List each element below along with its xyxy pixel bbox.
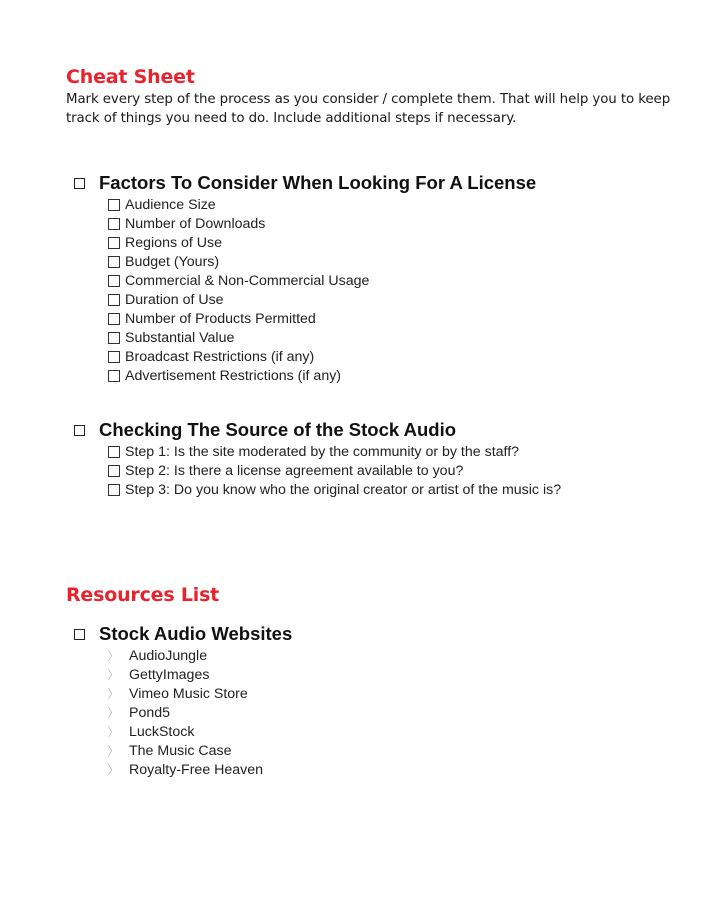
chevron-right-icon: 〉	[108, 725, 117, 739]
factors-checklist	[108, 195, 369, 385]
resource-item	[108, 703, 263, 722]
item-label: Advertisement Restrictions (if any)	[125, 367, 342, 384]
chevron-right-icon: 〉	[108, 744, 117, 758]
resource-label: AudioJungle	[129, 647, 208, 664]
checklist-item	[108, 442, 561, 461]
item-label: Step 3: Do you know who the original creator or artist of the music is?	[125, 481, 562, 498]
resource-label: Pond5	[129, 704, 171, 721]
resource-item	[108, 722, 263, 741]
chevron-right-icon: 〉	[108, 649, 117, 663]
chevron-right-icon: 〉	[108, 763, 117, 777]
source-checklist	[108, 442, 561, 499]
checklist-item	[108, 461, 561, 480]
item-label: Audience Size	[125, 196, 216, 213]
item-checkbox[interactable]	[108, 313, 120, 325]
resource-label: Vimeo Music Store	[129, 685, 248, 702]
item-checkbox[interactable]	[108, 446, 120, 458]
stock-audio-websites-list	[108, 646, 263, 779]
section-checkbox[interactable]	[74, 178, 85, 189]
item-label: Step 2: Is there a license agreement available to you?	[125, 462, 464, 479]
resource-label: GettyImages	[129, 666, 210, 683]
cheat-sheet-intro: Mark every step of the process as you consider / complete them. That will help you to keep track of things you need to do. Include additional steps if necessary.	[66, 92, 671, 126]
resource-label: Royalty-Free Heaven	[129, 761, 264, 778]
section-title: Factors To Consider When Looking For A License	[99, 172, 537, 193]
chevron-right-icon: 〉	[108, 706, 117, 720]
item-checkbox[interactable]	[108, 294, 120, 306]
resource-label: The Music Case	[129, 742, 232, 759]
chevron-right-icon: 〉	[108, 687, 117, 701]
item-checkbox[interactable]	[108, 237, 120, 249]
item-checkbox[interactable]	[108, 465, 120, 477]
checklist-item	[108, 271, 369, 290]
checklist-item	[108, 195, 369, 214]
item-label: Duration of Use	[125, 291, 224, 308]
item-checkbox[interactable]	[108, 218, 120, 230]
section-title: Stock Audio Websites	[99, 623, 293, 644]
resource-label: LuckStock	[129, 723, 195, 740]
resource-item	[108, 684, 263, 703]
item-label: Step 1: Is the site moderated by the community or by the staff?	[125, 443, 520, 460]
resources-heading: Resources List	[66, 584, 220, 606]
item-label: Number of Downloads	[125, 215, 266, 232]
cheat-sheet-heading: Cheat Sheet	[66, 66, 195, 88]
resource-item	[108, 760, 263, 779]
item-label: Broadcast Restrictions (if any)	[125, 348, 315, 365]
item-checkbox[interactable]	[108, 275, 120, 287]
checklist-item	[108, 480, 561, 499]
checklist-item	[108, 252, 369, 271]
item-label: Commercial & Non-Commercial Usage	[125, 272, 370, 289]
resource-item	[108, 665, 263, 684]
item-checkbox[interactable]	[108, 332, 120, 344]
item-checkbox[interactable]	[108, 351, 120, 363]
item-checkbox[interactable]	[108, 484, 120, 496]
item-label: Substantial Value	[125, 329, 235, 346]
section-checking-source	[74, 419, 456, 441]
checklist-item	[108, 366, 369, 385]
item-checkbox[interactable]	[108, 199, 120, 211]
checklist-item	[108, 233, 369, 252]
checklist-item	[108, 309, 369, 328]
resource-item	[108, 741, 263, 760]
section-stock-audio-websites	[74, 623, 292, 645]
checklist-item	[108, 214, 369, 233]
item-checkbox[interactable]	[108, 370, 120, 382]
section-checkbox[interactable]	[74, 425, 85, 436]
chevron-right-icon: 〉	[108, 668, 117, 682]
resource-item	[108, 646, 263, 665]
checklist-item	[108, 347, 369, 366]
section-title: Checking The Source of the Stock Audio	[99, 419, 457, 440]
section-checkbox[interactable]	[74, 629, 85, 640]
item-label: Regions of Use	[125, 234, 222, 251]
section-factors-license	[74, 172, 536, 194]
item-label: Number of Products Permitted	[125, 310, 316, 327]
item-checkbox[interactable]	[108, 256, 120, 268]
checklist-item	[108, 290, 369, 309]
checklist-item	[108, 328, 369, 347]
item-label: Budget (Yours)	[125, 253, 220, 270]
